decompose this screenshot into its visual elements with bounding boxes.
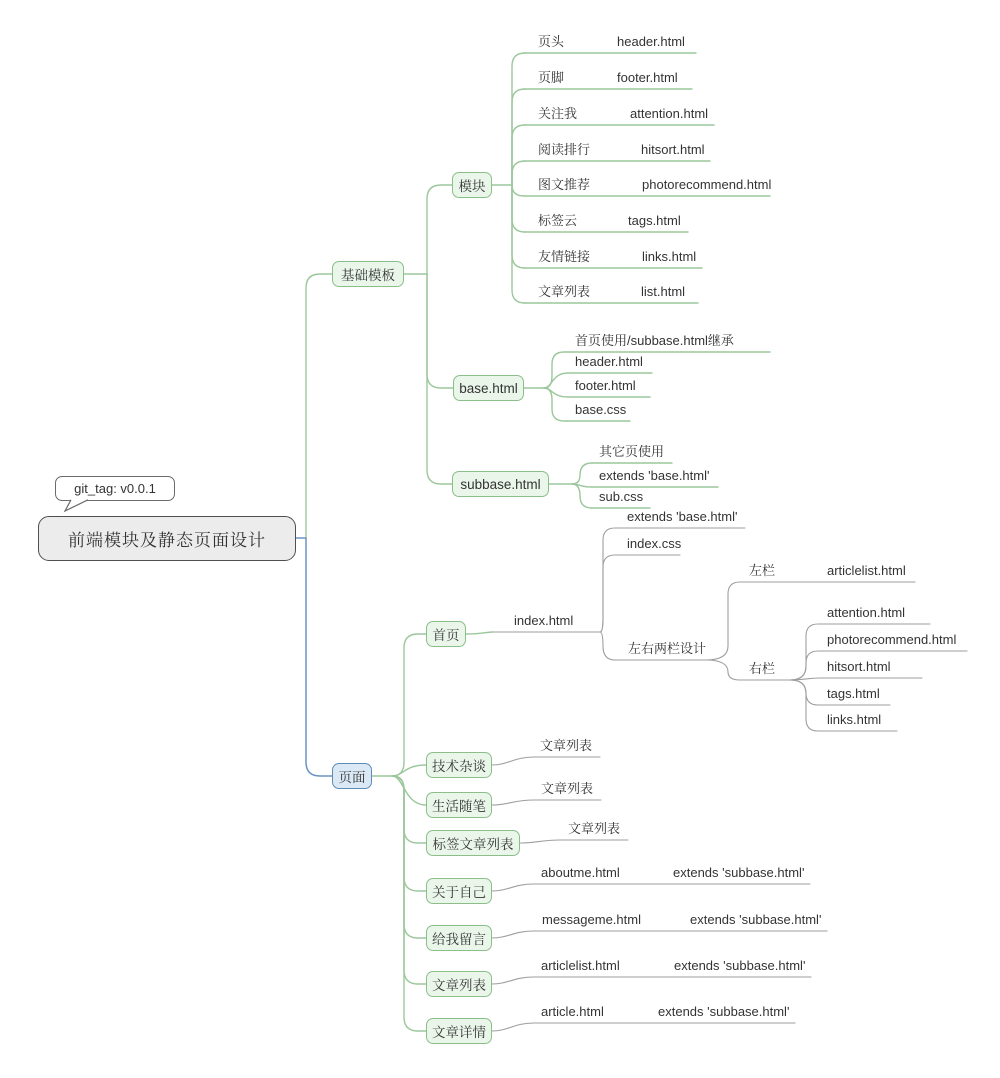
leaf-module-1-name[interactable]: 页头 (538, 34, 565, 49)
leaf-right-col[interactable]: 右栏 (749, 661, 776, 676)
wire-tags-page-child (520, 840, 560, 843)
wire-module-row-5 (512, 185, 524, 196)
wire-tech-child (492, 757, 534, 765)
topic-modules[interactable]: 模块 (452, 172, 492, 198)
leaf-index-css[interactable]: index.css (627, 536, 682, 551)
leaf-module-2-file[interactable]: footer.html (617, 70, 678, 85)
wire-to-left-col (706, 582, 742, 660)
wire-index-child-2 (600, 555, 618, 632)
leaf-tags-page-child[interactable]: 文章列表 (568, 821, 621, 836)
wire-to-message (392, 776, 426, 938)
leaf-subbase-child-1[interactable]: 其它页使用 (599, 444, 665, 459)
topic-subbase-html[interactable]: subbase.html (452, 471, 549, 497)
wire-list-child (492, 977, 534, 984)
leaf-module-3-name[interactable]: 关注我 (538, 106, 578, 121)
wire-right-file-4 (790, 680, 820, 705)
wire-module-row-3 (512, 125, 525, 185)
wire-to-modules (427, 185, 452, 274)
topic-tech[interactable]: 技术杂谈 (426, 752, 492, 778)
leaf-module-8-file[interactable]: list.html (641, 284, 686, 299)
wire-message-child (492, 931, 534, 938)
leaf-detail-extends[interactable]: extends 'subbase.html' (658, 1004, 790, 1019)
wire-to-detail (392, 776, 426, 1031)
leaf-right-file-3[interactable]: hitsort.html (827, 659, 891, 674)
leaf-module-2-name[interactable]: 页脚 (538, 70, 565, 85)
leaf-message-extends[interactable]: extends 'subbase.html' (690, 912, 822, 927)
wire-base-child-2 (544, 373, 568, 388)
leaf-left-col-file[interactable]: articlelist.html (827, 563, 906, 578)
leaf-module-7-name[interactable]: 友情链接 (538, 249, 591, 264)
leaf-module-5-file[interactable]: photorecommend.html (642, 177, 772, 192)
callout-tail (58, 499, 98, 515)
leaf-base-child-1[interactable]: 首页使用/subbase.html继承 (575, 333, 734, 348)
wire-root-to-base-templates (306, 274, 332, 538)
git-tag-callout[interactable]: git_tag: v0.0.1 (55, 476, 175, 501)
topic-base-html[interactable]: base.html (453, 375, 524, 401)
wire-module-row-8 (512, 185, 525, 303)
leaf-module-4-name[interactable]: 阅读排行 (538, 142, 591, 157)
leaf-message-file[interactable]: messageme.html (542, 912, 641, 927)
leaf-module-7-file[interactable]: links.html (642, 249, 697, 264)
wire-right-file-3 (790, 678, 820, 680)
wire-to-subbase-html (427, 274, 452, 484)
topic-base-templates[interactable]: 基础模板 (332, 261, 404, 287)
leaf-base-child-4[interactable]: base.css (575, 402, 627, 417)
leaf-index-html[interactable]: index.html (514, 613, 574, 628)
wire-detail-child (492, 1023, 534, 1031)
leaf-right-file-2[interactable]: photorecommend.html (827, 632, 957, 647)
wire-right-file-5 (790, 680, 820, 731)
leaf-detail-file[interactable]: article.html (541, 1004, 604, 1019)
leaf-base-child-3[interactable]: footer.html (575, 378, 636, 393)
leaf-subbase-child-3[interactable]: sub.css (599, 489, 644, 504)
wire-base-child-1 (544, 352, 568, 388)
wire-life-child (492, 800, 534, 805)
wire-home-stub (466, 632, 492, 634)
leaf-two-column[interactable]: 左右两栏设计 (628, 641, 707, 656)
topic-tags-page[interactable]: 标签文章列表 (426, 830, 520, 856)
wire-root-to-pages (306, 538, 332, 776)
leaf-list-extends[interactable]: extends 'subbase.html' (674, 958, 806, 973)
leaf-right-file-4[interactable]: tags.html (827, 686, 880, 701)
wire-module-row-4 (512, 161, 525, 185)
leaf-index-extends[interactable]: extends 'base.html' (627, 509, 738, 524)
wire-base-child-4 (544, 388, 568, 421)
topic-message[interactable]: 给我留言 (426, 925, 492, 951)
leaf-subbase-child-2[interactable]: extends 'base.html' (599, 468, 710, 483)
wire-module-row-2 (512, 89, 525, 185)
leaf-module-5-name[interactable]: 图文推荐 (538, 177, 591, 192)
wire-to-tags-page (392, 776, 426, 843)
leaf-right-file-5[interactable]: links.html (827, 712, 882, 727)
leaf-left-col[interactable]: 左栏 (749, 563, 776, 578)
wire-index-child-3 (600, 632, 618, 660)
leaf-about-file[interactable]: aboutme.html (541, 865, 620, 880)
leaf-right-file-1[interactable]: attention.html (827, 605, 906, 620)
wire-subbase-child-1 (572, 463, 592, 484)
leaf-list-file[interactable]: articlelist.html (541, 958, 620, 973)
wire-to-life (392, 776, 426, 805)
wire-to-right-col (706, 660, 742, 680)
wire-to-about (392, 776, 426, 891)
wire-about-child (492, 884, 534, 891)
leaf-module-3-file[interactable]: attention.html (630, 106, 709, 121)
leaf-module-4-file[interactable]: hitsort.html (641, 142, 705, 157)
wire-to-tech (392, 765, 426, 776)
topic-life[interactable]: 生活随笔 (426, 792, 492, 818)
topic-about[interactable]: 关于自己 (426, 878, 492, 904)
leaf-module-6-name[interactable]: 标签云 (538, 213, 578, 228)
topic-home[interactable]: 首页 (426, 621, 466, 647)
root-topic[interactable]: 前端模块及静态页面设计 (38, 516, 296, 561)
wire-to-home (392, 634, 426, 776)
leaf-about-extends[interactable]: extends 'subbase.html' (673, 865, 805, 880)
leaf-life-child[interactable]: 文章列表 (541, 781, 594, 796)
wire-to-base-html (427, 274, 453, 388)
wire-right-file-2 (790, 651, 820, 680)
topic-article-detail[interactable]: 文章详情 (426, 1018, 492, 1044)
leaf-base-child-2[interactable]: header.html (575, 354, 643, 369)
leaf-module-8-name[interactable]: 文章列表 (538, 284, 591, 299)
topic-pages[interactable]: 页面 (332, 763, 372, 789)
leaf-module-6-file[interactable]: tags.html (628, 213, 681, 228)
topic-article-list[interactable]: 文章列表 (426, 971, 492, 997)
leaf-module-1-file[interactable]: header.html (617, 34, 685, 49)
wire-to-list (392, 776, 426, 984)
leaf-tech-child[interactable]: 文章列表 (540, 738, 593, 753)
